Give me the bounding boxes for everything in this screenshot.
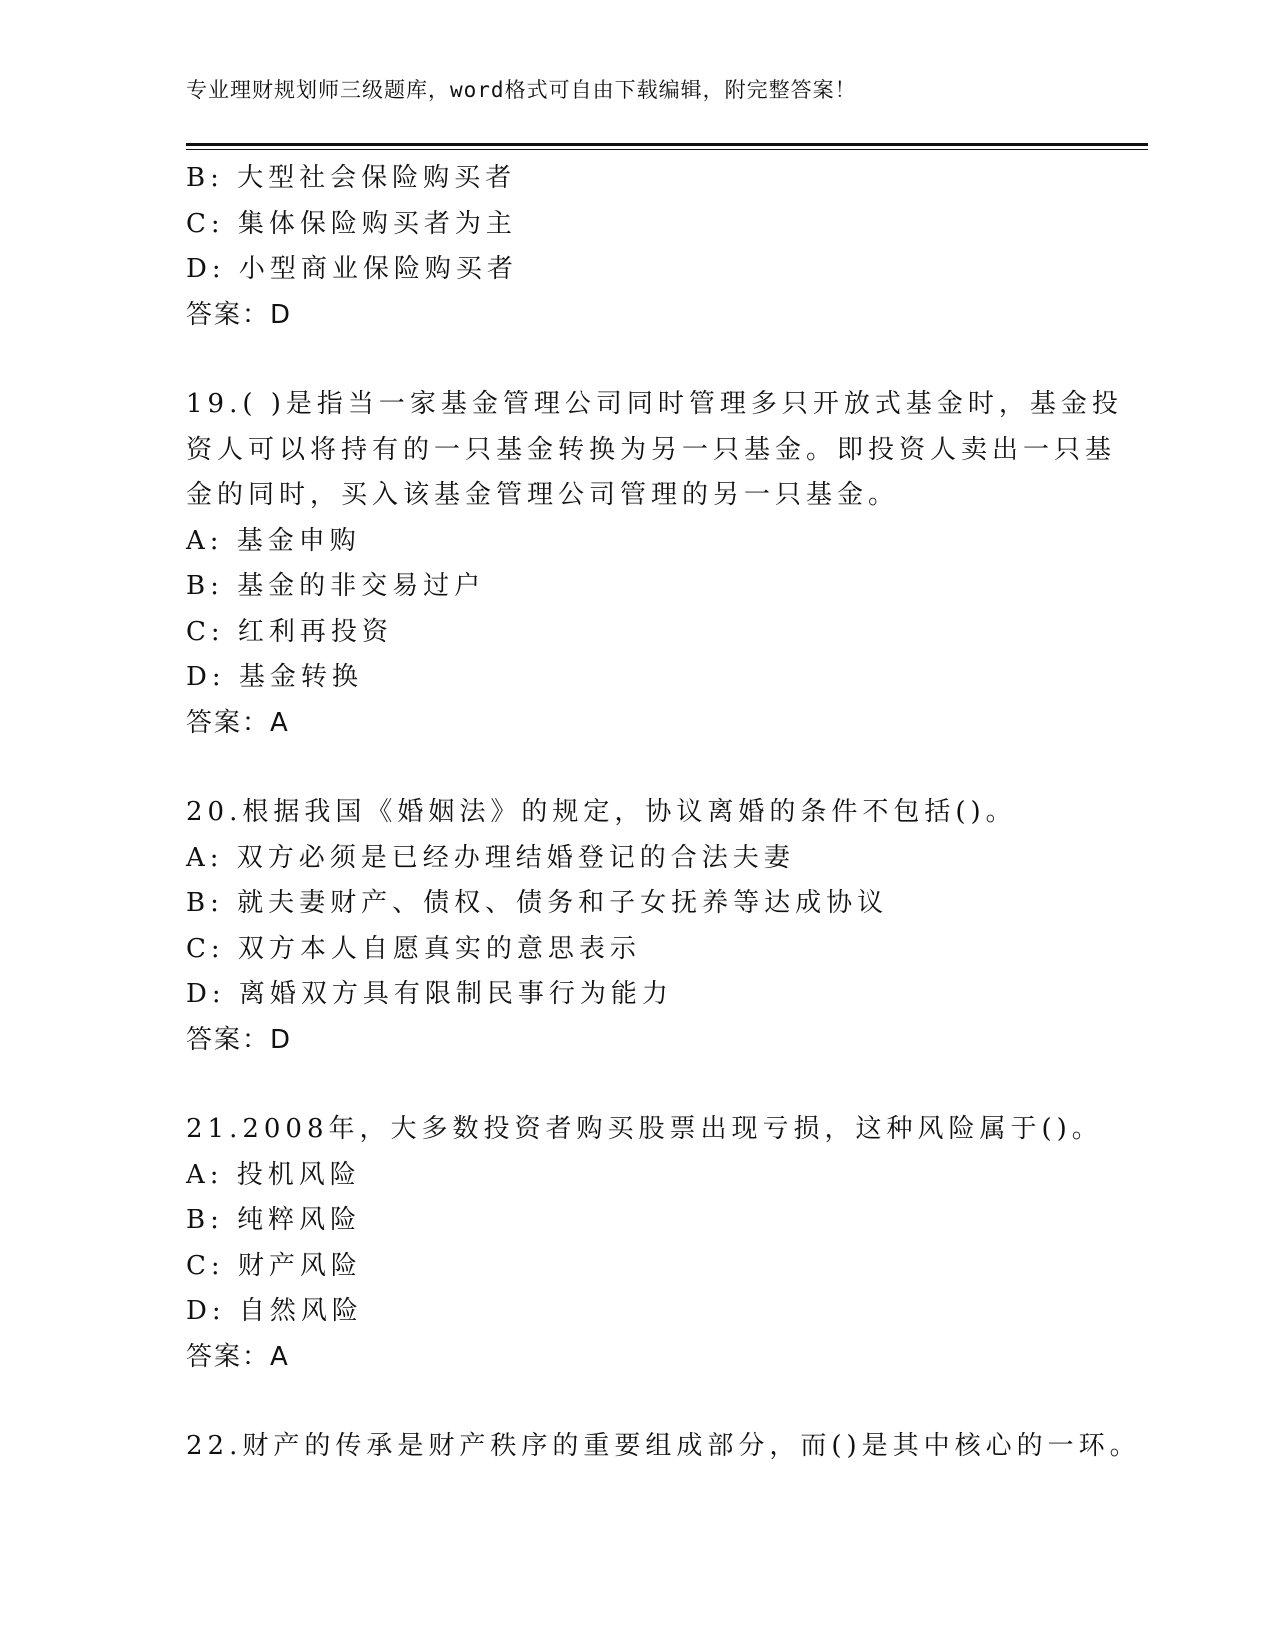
option-a: A: 双方必须是已经办理结婚登记的合法夫妻 bbox=[186, 842, 795, 873]
option-c: C: 财产风险 bbox=[186, 1250, 362, 1281]
question-content bbox=[186, 156, 1141, 1470]
header-rule-thin bbox=[186, 149, 1148, 150]
option-c: C: 红利再投资 bbox=[186, 616, 393, 647]
question-stem: 金的同时，买入该基金管理公司管理的另一只基金。 bbox=[186, 480, 900, 510]
spacer bbox=[186, 1380, 1086, 1424]
question-stem: 19.( )是指当一家基金管理公司同时管理多只开放式基金时，基金投 bbox=[186, 389, 1123, 419]
answer-line: 答案：A bbox=[186, 1341, 290, 1372]
question-stem: 21.2008年，大多数投资者购买股票出现亏损，这种风险属于()。 bbox=[186, 1114, 1103, 1144]
question-stem: 20.根据我国《婚姻法》的规定，协议离婚的条件不包括()。 bbox=[186, 797, 1017, 827]
option-d: D: 自然风险 bbox=[186, 1296, 363, 1326]
question-stem: 22.财产的传承是财产秩序的重要组成部分，而()是其中核心的一环。 bbox=[186, 1431, 1141, 1461]
spacer bbox=[186, 1063, 1086, 1107]
option-b: B: 大型社会保险购买者 bbox=[186, 163, 517, 193]
answer-line: 答案：A bbox=[186, 707, 290, 738]
option-d: D: 基金转换 bbox=[186, 662, 363, 692]
option-c: C: 双方本人自愿真实的意思表示 bbox=[186, 933, 641, 964]
spacer bbox=[186, 746, 1086, 790]
option-b: B: 就夫妻财产、债权、债务和子女抚养等达成协议 bbox=[186, 888, 889, 918]
option-a: A: 基金申购 bbox=[186, 525, 361, 556]
question-stem: 资人可以将持有的一只基金转换为另一只基金。即投资人卖出一只基 bbox=[186, 434, 1117, 465]
spacer bbox=[186, 338, 1086, 382]
answer-line: 答案：D bbox=[186, 1024, 293, 1055]
option-c: C: 集体保险购买者为主 bbox=[186, 208, 517, 239]
option-a: A: 投机风险 bbox=[186, 1159, 361, 1190]
header-rule-thick bbox=[186, 143, 1148, 146]
option-d: D: 离婚双方具有限制民事行为能力 bbox=[186, 979, 673, 1009]
option-b: B: 基金的非交易过户 bbox=[186, 571, 486, 601]
option-d: D: 小型商业保险购买者 bbox=[186, 254, 518, 284]
option-b: B: 纯粹风险 bbox=[186, 1205, 362, 1235]
answer-line: 答案：D bbox=[186, 299, 293, 330]
page-header: 专业理财规划师三级题库，word格式可自由下载编辑，附完整答案！ bbox=[186, 78, 857, 102]
